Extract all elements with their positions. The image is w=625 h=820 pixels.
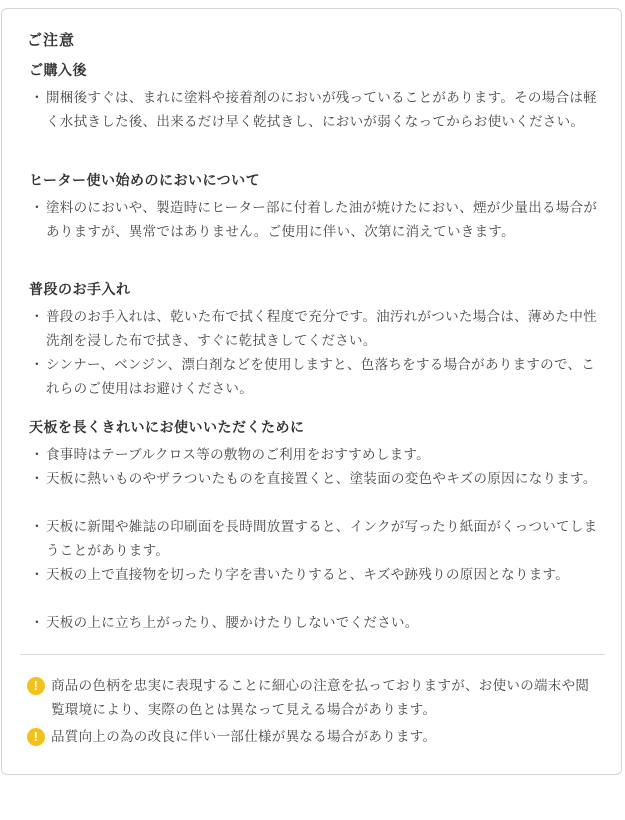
list-item: ・ 食事時はテーブルクロス等の敷物のご利用をおすすめします。 [30, 443, 600, 467]
section-heading-heater-smell: ヒーター使い始めのにおいについて [29, 173, 261, 189]
page-title: ご注意 [27, 31, 76, 49]
list-item: ・ 天板に熱いものやザラついたものを直接置くと、塗装面の変色やキズの原因になります。 [30, 467, 600, 491]
bullet: ・ [30, 90, 44, 106]
bullet: ・ [30, 447, 44, 463]
list-item: ・ 天板の上に立ち上がったり、腰かけたりしないでください。 [30, 611, 600, 635]
list-item: ・ 開梱後すぐは、まれに塗料や接着剤のにおいが残っていることがあります。その場合は軽く水拭きした後、出来るだけ早く乾拭きし、においが弱くなってからお使いください。 [30, 86, 600, 134]
list-item: ・ シンナー、ベンジン、漂白剤などを使用しますと、色落ちをする場合がありますので、これらのご使用はお避けください。 [30, 353, 600, 401]
section-heading-daily-care: 普段のお手入れ [29, 282, 131, 298]
bullet: ・ [30, 471, 44, 487]
bullet: ・ [30, 567, 44, 583]
disclaimer-note: ! 品質向上の為の改良に伴い一部仕様が異なる場合があります。 [27, 725, 597, 749]
divider [20, 654, 605, 655]
warning-icon: ! [27, 677, 45, 695]
bullet: ・ [30, 309, 44, 325]
list-item: ・ 天板の上で直接物を切ったり字を書いたりすると、キズや跡残りの原因となります。 [30, 563, 600, 587]
bullet: ・ [30, 519, 44, 535]
list-item: ・ 塗料のにおいや、製造時にヒーター部に付着した油が焼けたにおい、煙が少量出る場合がありますが、異常ではありません。ご使用に伴い、次第に消えていきます。 [30, 196, 600, 244]
bullet: ・ [30, 357, 44, 373]
warning-icon: ! [27, 728, 45, 746]
disclaimer-note: ! 商品の色柄を忠実に表現することに細心の注意を払っておりますが、お使いの端末や閲覧環境により、実際の色とは異なって見える場合があります。 [27, 674, 597, 722]
list-item: ・ 普段のお手入れは、乾いた布で拭く程度で充分です。油汚れがついた場合は、薄めた中性洗剤を浸した布で拭き、すぐに乾拭きしてください。 [30, 305, 600, 353]
section-heading-after-purchase: ご購入後 [29, 63, 87, 79]
bullet: ・ [30, 615, 44, 631]
section-heading-tabletop-care: 天板を長くきれいにお使いいただくために [29, 420, 305, 436]
bullet: ・ [30, 200, 44, 216]
list-item: ・ 天板に新聞や雑誌の印刷面を長時間放置すると、インクが写ったり紙面がくっついてしまうことがあります。 [30, 515, 600, 563]
